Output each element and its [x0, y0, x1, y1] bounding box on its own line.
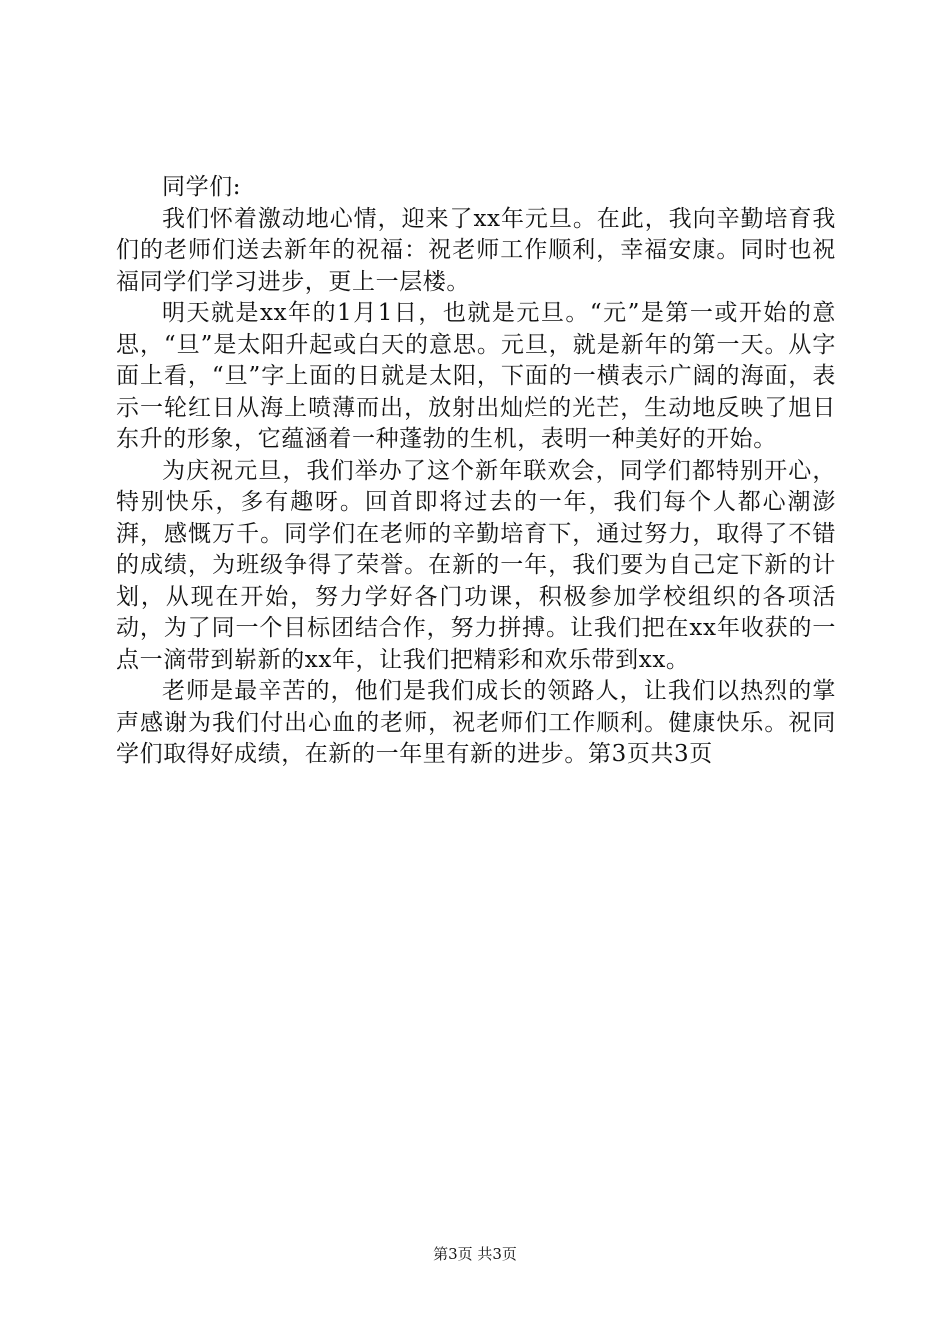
paragraph-4: 老师是最辛苦的，他们是我们成长的领路人，让我们以热烈的掌声感谢为我们付出心血的老师，祝老师们工作顺利。健康快乐。祝同学们取得好成绩，在新的一年里有新的进步。第3页共3页 [116, 678, 836, 767]
greeting: 同学们: [162, 174, 242, 200]
document-body [116, 172, 836, 771]
page-footer: 第3页 共3页 [433, 1245, 517, 1263]
paragraph-3: 为庆祝元旦，我们举办了这个新年联欢会，同学们都特别开心，特别快乐，多有趣呀。回首即将过去的一年，我们每个人都心潮澎湃，感慨万千。同学们在老师的辛勤培育下，通过努力，取得了不错的成绩，为班级争得了荣誉。在新的一年，我们要为自己定下新的计划，从现在开始，努力学好各门功课，积极参加学校组织的各项活动，为了同一个目标团结合作，努力拼搏。让我们把在xx年收获的一点一滴带到崭新的xx年，让我们把精彩和欢乐带到xx。 [116, 457, 836, 673]
paragraph-2: 明天就是xx年的1月1日，也就是元旦。“元”是第一或开始的意思，“旦”是太阳升起或白天的意思。元旦，就是新年的第一天。从字面上看，“旦”字上面的日就是太阳，下面的一横表示广阔的海面，表示一轮红日从海上喷薄而出，放射出灿烂的光芒，生动地反映了旭日东升的形象，它蕴涵着一种蓬勃的生机，表明一种美好的开始。 [116, 300, 836, 452]
paragraph-1: 我们怀着激动地心情，迎来了xx年元旦。在此，我向辛勤培育我们的老师们送去新年的祝福：祝老师工作顺利，幸福安康。同时也祝福同学们学习进步，更上一层楼。 [116, 205, 836, 295]
